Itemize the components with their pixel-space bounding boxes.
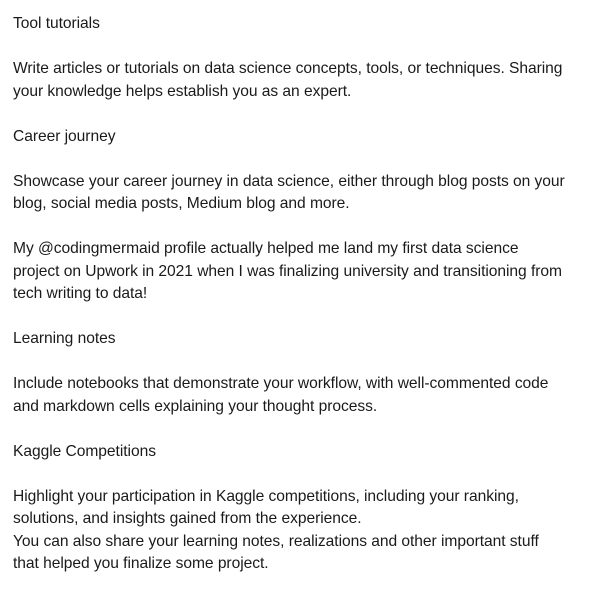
spacer (13, 351, 609, 374)
spacer (13, 216, 609, 239)
section-heading-kaggle-competitions: Kaggle Competitions (13, 442, 156, 460)
paragraph-tool-tutorials (13, 58, 609, 103)
paragraph-line: your knowledge helps establish you as an expert. (13, 82, 352, 100)
spacer (13, 36, 609, 59)
spacer (13, 103, 609, 126)
section-heading-career-journey: Career journey (13, 127, 116, 145)
paragraph-line: Write articles or tutorials on data science concepts, tools, or techniques. Sharing (13, 60, 563, 77)
paragraph-line: and markdown cells explaining your thought process. (13, 397, 378, 415)
paragraph-line: Highlight your participation in Kaggle competitions, including your ranking, (13, 487, 519, 505)
paragraph-line: solutions, and insights gained from the experience. (13, 510, 362, 527)
spacer (13, 148, 609, 171)
paragraph-line: tech writing to data! (13, 285, 148, 302)
paragraph-learning-notes (13, 373, 609, 418)
paragraph-line: Showcase your career journey in data science, either through blog posts on your (13, 172, 565, 190)
spacer (13, 463, 609, 486)
section-heading-tool-tutorials: Tool tutorials (13, 15, 100, 32)
paragraph-line: project on Upwork in 2021 when I was finalizing university and transitioning from (13, 262, 562, 280)
paragraph-career-story (13, 238, 609, 306)
paragraph-line: You can also share your learning notes, realizations and other important stuff (13, 532, 539, 550)
paragraph-line: My @codingmermaid profile actually helped me land my first data science (13, 240, 519, 257)
post-content (13, 13, 609, 576)
paragraph-line: that helped you finalize some project. (13, 555, 269, 572)
paragraph-line: Include notebooks that demonstrate your workflow, with well-commented code (13, 375, 549, 392)
spacer (13, 306, 609, 329)
spacer (13, 418, 609, 441)
section-heading-learning-notes: Learning notes (13, 330, 116, 347)
paragraph-career-journey (13, 171, 609, 216)
paragraph-kaggle (13, 486, 609, 576)
paragraph-line: blog, social media posts, Medium blog and more. (13, 195, 350, 212)
